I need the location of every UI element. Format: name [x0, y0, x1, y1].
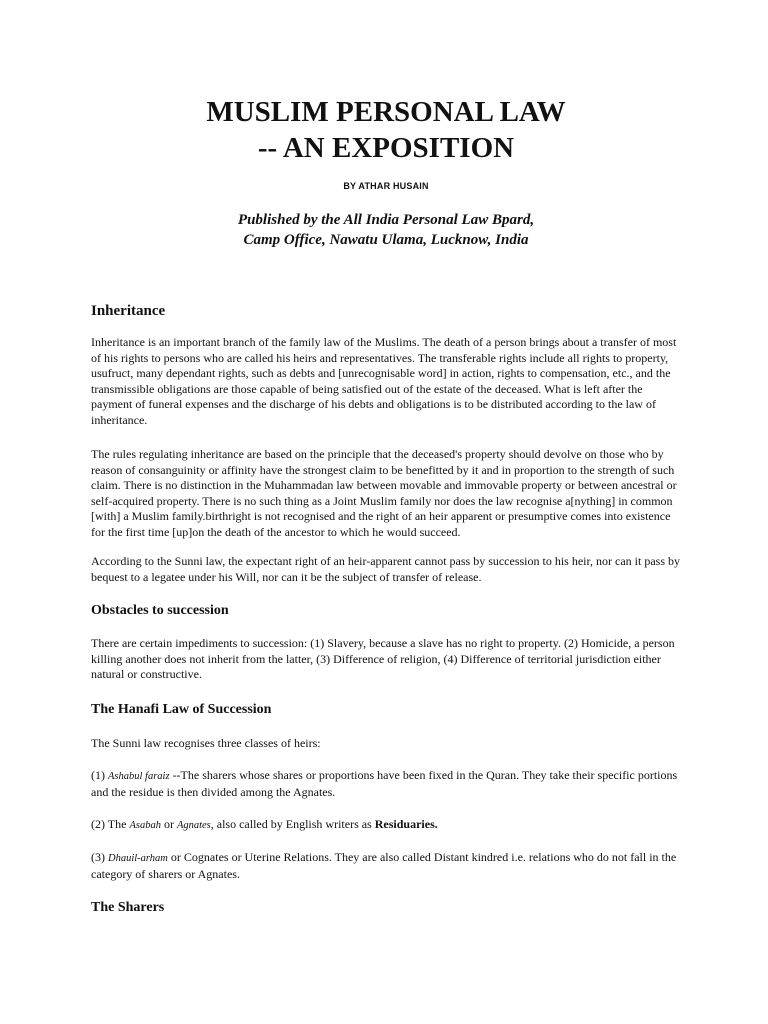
class-2-term-agnates: Agnates — [176, 820, 211, 831]
paragraph-inheritance-1: Inheritance is an important branch of the family law of the Muslims. The death of a person brings about a transfer of most of his rights to persons who are called his heirs and representatives. The transferable rights include all rights to property, usufruct, many dependant rights, such as debts and [unrecognisable word] in action, rights to compensation, etc., and the transmissible obligations are those capable of being satisfied out of the estate of the deceased. What is left after the payment of funeral expenses and the discharge of his debts and obligations is to be distributed according to the law of inheritance. — [91, 335, 677, 427]
heading-hanafi: The Hanafi Law of Succession — [91, 702, 272, 717]
title-line-2: -- AN EXPOSITION — [257, 132, 515, 164]
class-1-term: Ashabul faraiz — [108, 771, 170, 782]
class-of-heirs-1 — [91, 768, 681, 800]
title-line-1: MUSLIM PERSONAL LAW — [206, 96, 566, 128]
paragraph-hanafi-intro: The Sunni law recognises three classes of heirs: — [91, 736, 321, 750]
publisher-info — [91, 210, 681, 250]
class-2-text: , also called by English writers as — [210, 817, 375, 831]
class-of-heirs-3 — [91, 850, 681, 882]
class-1-text: --The sharers whose shares or proportions have been fixed in the Quran. They take their specific portions and the residue is then divided among the Agnates. — [91, 768, 678, 799]
class-2-residuaries: Residuaries. — [374, 817, 438, 831]
publisher-line-2: Camp Office, Nawatu Ulama, Lucknow, India — [243, 232, 529, 248]
paragraph-inheritance-2: The rules regulating inheritance are based on the principle that the deceased's property should devolve on those who by reason of consanguinity or affinity have the strongest claim to be benefitted by it and in proportion to the strength of such claim. There is no distinction in the Muhammadan law between movable and immovable property or between ancestral or self-acquired property. There is no such thing as a Joint Muslim family nor does the law recognise a[nything] in common [with] a Muslim family.birthright is not recognised and the right of an heir apparent or presumptive comes into existence for the first time [up]on the death of the ancestor to which he would succeed. — [91, 447, 677, 539]
document-title — [91, 94, 681, 166]
class-of-heirs-2 — [91, 817, 681, 834]
class-3-number: (3) — [91, 850, 108, 864]
heading-inheritance: Inheritance — [91, 303, 166, 319]
author-byline: BY ATHAR HUSAIN — [343, 181, 429, 191]
paragraph-inheritance-3: According to the Sunni law, the expectant right of an heir-apparent cannot pass by succession to his heir, nor can it pass by bequest to a legatee under his Will, nor can it be the subject of transfer of release. — [91, 554, 681, 584]
class-2-term-asabah: Asabah — [129, 820, 161, 831]
class-2-number: (2) The — [91, 817, 130, 831]
class-3-text: or Cognates or Uterine Relations. They are also called Distant kindred i.e. relations who do not fall in the category of sharers or Agnates. — [91, 850, 677, 881]
heading-sharers: The Sharers — [91, 900, 165, 915]
publisher-line-1: Published by the All India Personal Law Bpard, — [237, 212, 535, 228]
heading-obstacles: Obstacles to succession — [91, 603, 229, 618]
paragraph-obstacles: There are certain impediments to succession: (1) Slavery, because a slave has no right to property. (2) Homicide, a person killing another does not inherit from the latter, (3) Difference of religion, (4) Difference of territorial jurisdiction either natural or constructive. — [91, 636, 675, 681]
class-1-number: (1) — [91, 768, 108, 782]
class-3-term: Dhauil-arham — [108, 853, 168, 864]
class-2-or: or — [160, 817, 177, 831]
